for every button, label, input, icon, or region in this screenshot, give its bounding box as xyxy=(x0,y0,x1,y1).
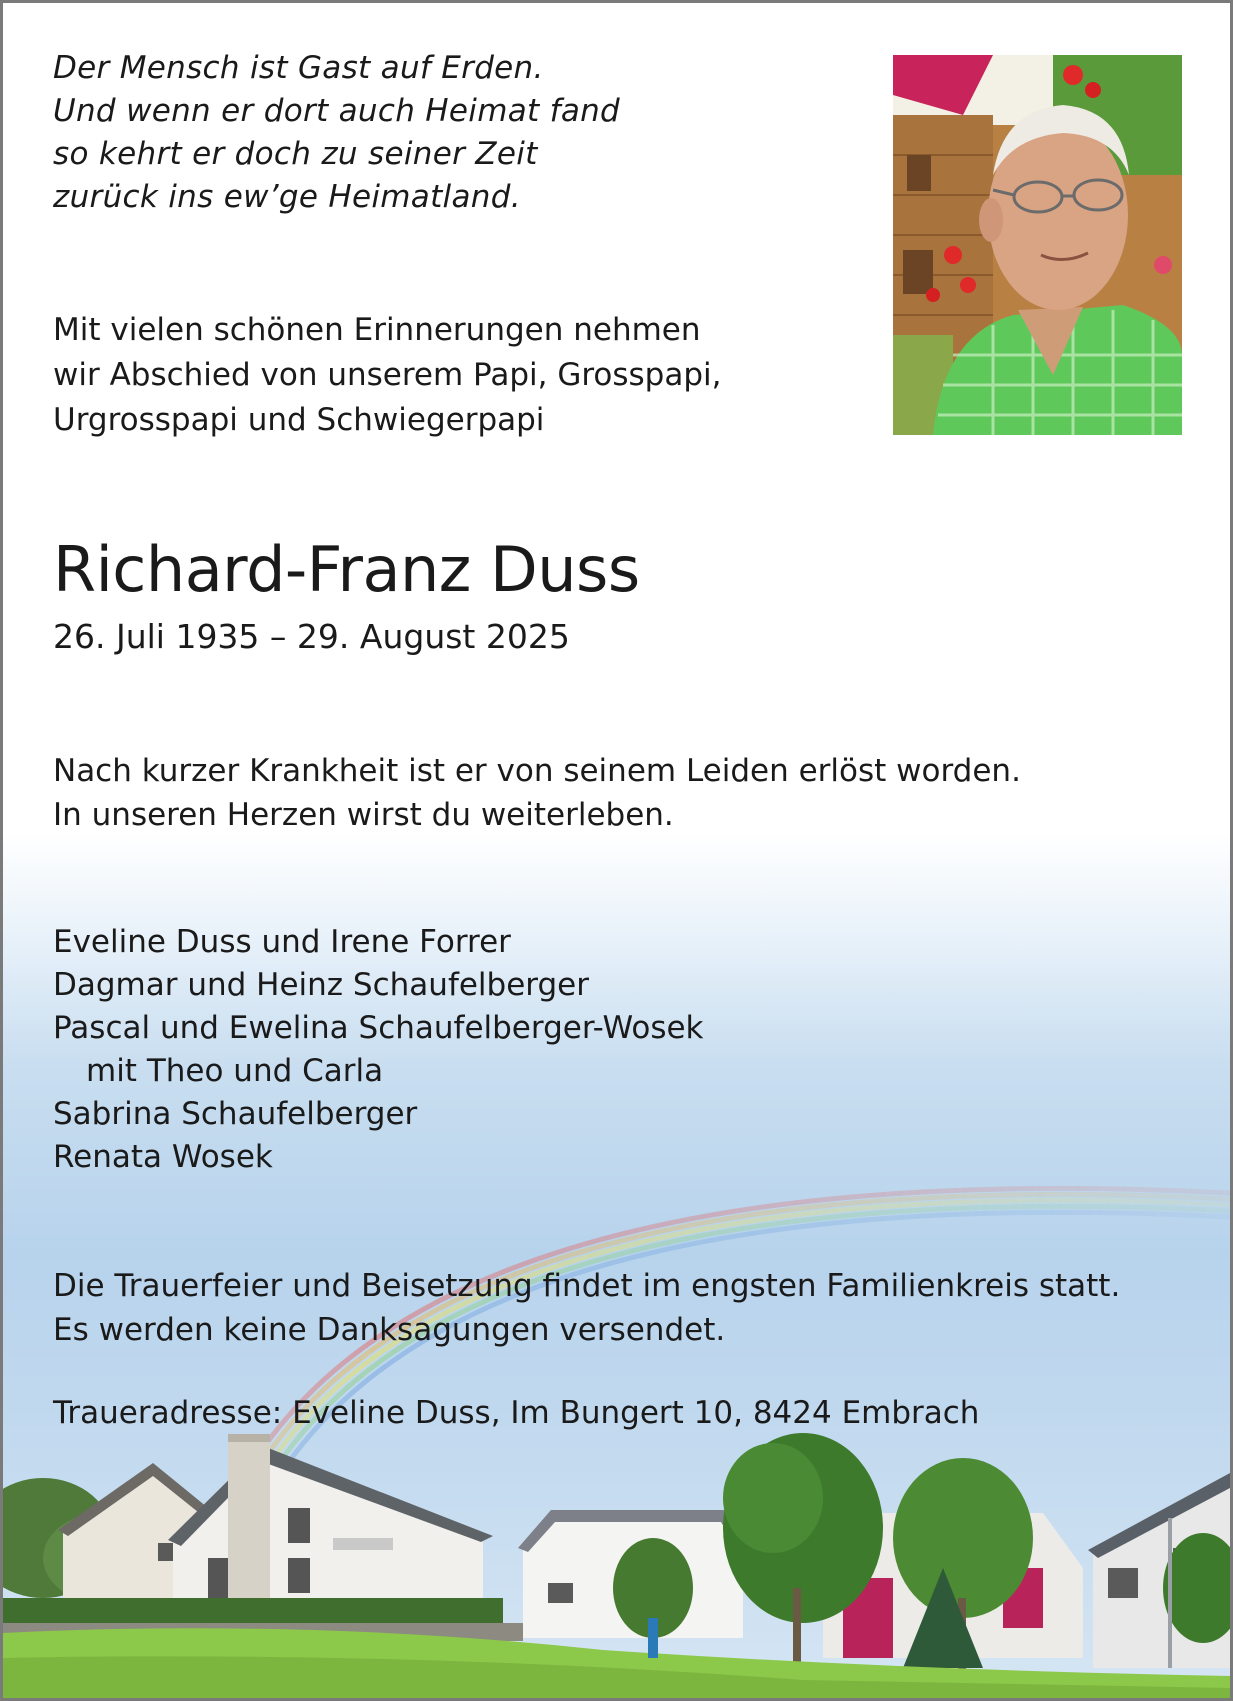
deceased-name: Richard-Franz Duss xyxy=(53,533,640,606)
mourner-line: mit Theo und Carla xyxy=(86,1053,384,1089)
portrait-illustration xyxy=(893,55,1182,435)
notice-line: Die Trauerfeier und Beisetzung findet im engsten Familienkreis statt. xyxy=(53,1268,1121,1304)
mourner-line: Renata Wosek xyxy=(53,1139,273,1175)
mourning-address: Traueradresse: Eveline Duss, Im Bungert 10, 8424 Embrach xyxy=(53,1395,980,1431)
intro-line: wir Abschied von unserem Papi, Grosspapi, xyxy=(53,357,722,393)
farewell-intro xyxy=(53,308,722,443)
intro-line: Urgrosspapi und Schwiegerpapi xyxy=(53,402,545,438)
closing-words xyxy=(53,749,1021,837)
poem-line: zurück ins ew’ge Heimatland. xyxy=(53,179,521,215)
notice-line: Es werden keine Danksagungen versendet. xyxy=(53,1312,726,1348)
life-dates: 26. Juli 1935 – 29. August 2025 xyxy=(53,617,570,656)
village-landscape xyxy=(3,1418,1230,1698)
mourners-list xyxy=(53,921,704,1179)
intro-line: Mit vielen schönen Erinnerungen nehmen xyxy=(53,312,701,348)
poem xyxy=(53,47,620,219)
mourner-line: Sabrina Schaufelberger xyxy=(53,1096,418,1132)
mourner-line: Dagmar und Heinz Schaufelberger xyxy=(53,967,589,1003)
poem-line: Der Mensch ist Gast auf Erden. xyxy=(53,50,544,86)
closing-line: Nach kurzer Krankheit ist er von seinem Leiden erlöst worden. xyxy=(53,753,1021,789)
mourner-line: Pascal und Ewelina Schaufelberger-Wosek xyxy=(53,1010,704,1046)
funeral-notice xyxy=(53,1264,1120,1352)
poem-line: so kehrt er doch zu seiner Zeit xyxy=(53,136,538,172)
closing-line: In unseren Herzen wirst du weiterleben. xyxy=(53,797,674,833)
mourner-line: Eveline Duss und Irene Forrer xyxy=(53,924,511,960)
portrait-photo xyxy=(893,55,1182,435)
poem-line: Und wenn er dort auch Heimat fand xyxy=(53,93,621,129)
